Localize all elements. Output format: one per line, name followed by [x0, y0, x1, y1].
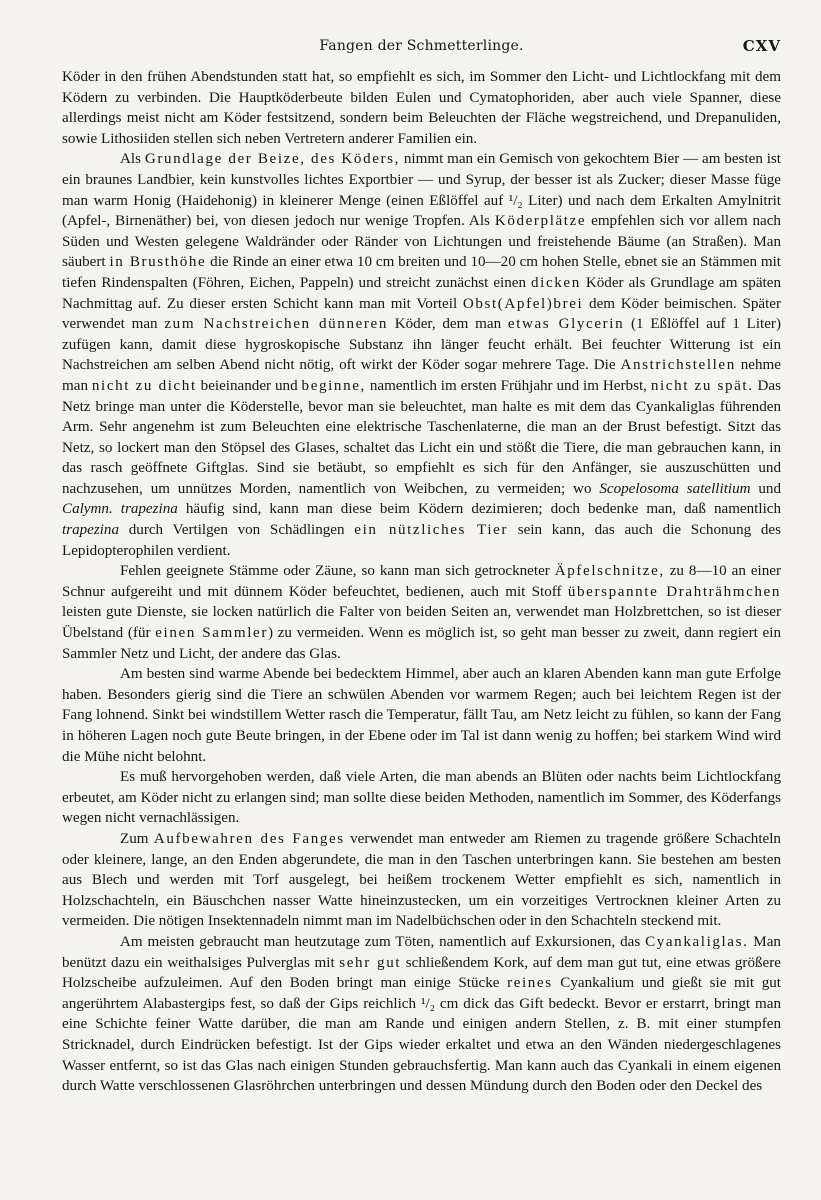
text-run: Cyankalium und gießt sie mit gut angerührtem Alabastergips fest, so daß der Gips reichlich ¹/₂ cm dick das Gift bedeckt. Bevor er erstarrt, bringt man eine Schichte feiner Watte darüber, die man am Rande und einigen andern Stellen, z. B. mit einer stumpfen Stricknadel, durch Eindrücken befestigt. Ist der Gips wieder erkaltet und etwa an den Wänden niedergeschlagenes Wasser entfernt, so ist das Glas nach einigen Stunden gebrauchsfertig. Man kann auch das Cyankali in einem eigenen durch Watte verschlossenen Glasröhrchen unterbringen und dessen Mündung durch den Boden oder den Deckel des	[62, 975, 781, 1095]
text-run: dem Köder beimischen. Später verwendet man	[62, 295, 782, 333]
text-run: beieinander und	[196, 377, 302, 394]
text-run: die Rinde an einer etwa 10 cm breiten und 10—20 cm hohen Stelle, ebnet sie an Stämmen mit tiefen Rindenspalten (Föhren, Eichen, Pappeln) und streicht zunächst einen	[62, 254, 781, 291]
text-run: namentlich im ersten Frühjahr und im Herbst,	[365, 377, 651, 394]
page-number: CXV	[742, 37, 781, 55]
text-run: sein kann, das auch die Schonung des Lepidopterophilen verdient.	[62, 522, 782, 559]
paragraph	[62, 932, 781, 1097]
running-title: Fangen der Schmetterlinge.	[319, 38, 524, 54]
spaced-text: nicht zu spät.	[650, 377, 754, 394]
paragraph	[62, 829, 781, 932]
text-run: Man benützt dazu ein weithalsiges Pulverglas mit	[62, 933, 781, 971]
italic-text: trapezina	[62, 522, 120, 539]
italic-text: Scopelosoma satellitium	[599, 480, 751, 497]
text-run: schließendem Kork, auf dem man gut tut, eine etwas größere Holzscheibe aufzuleimen. Auf den Boden bringt man einige Stücke	[62, 954, 781, 992]
text-run: nehme man	[62, 357, 781, 394]
page-header	[62, 38, 781, 62]
paragraph	[62, 67, 781, 149]
text-run: Es muß hervorgehoben werden, daß viele Arten, die man abends an Blüten oder nachts beim Lichtlockfang erbeutet, am Köder nicht zu erlangen sind; man sollte diese beiden Methoden, namentlich im Sommer, des Köderfangs wegen nicht vernachlässigen.	[62, 769, 781, 827]
text-run: durch Vertilgen von Schädlingen	[119, 522, 355, 539]
italic-text: Calymn. trapezina	[62, 501, 178, 518]
spaced-text: Obst(Apfel)brei	[462, 295, 584, 312]
body-text	[62, 67, 781, 1097]
text-run: und	[750, 480, 781, 497]
spaced-text: Köderplätze	[494, 213, 587, 230]
text-run: häufig sind, kann man diese beim Ködern dezimieren; doch bedenke man, daß namentlich	[177, 501, 782, 518]
spaced-text: Anstrichstellen	[620, 357, 736, 374]
spaced-text: etwas Glycerin	[507, 316, 625, 333]
spaced-text: reines	[507, 975, 553, 992]
paragraph	[62, 664, 781, 767]
text-run: Am besten sind warme Abende bei bedecktem Himmel, aber auch an klaren Abenden kann man gute Erfolge haben. Besonders gierig sind die Tiere an schwülen Abenden vor warmem Regen; auch bei leichtem Regen ist der Fang lohnend. Sinkt bei windstillem Wetter rasch die Temperatur, fällt Tau, am Netz leicht zu fühlen, so kann der Fang in höheren Lagen noch gute Beute bringen, in der Ebene oder im Tal ist dann wenig zu hoffen; bei starkem Wind wird die Mühe nicht belohnt.	[62, 666, 781, 765]
text-run: Köder in den frühen Abendstunden statt hat, so empfiehlt es sich, im Sommer den Licht- und Lichtlockfang mit dem Ködern zu verbinden. Die Hauptköderbeute bilden Eulen und Cymatophoriden, aber auch viele Spanner, diese allerdings meist nicht am Köder festsitzend, sondern beim Beleuchten der Fläche wegstreichend, und Drepanuliden, sowie Lithosiiden stellen sich neben Vertretern anderer Familien ein.	[62, 69, 781, 147]
text-run: zu 8—10 an einer Schnur aufgereiht und mit dünnem Köder befeuchtet, bedienen, auch mit Stoff	[62, 563, 781, 600]
text-run: Als	[120, 151, 145, 168]
text-run: nimmt man ein Gemisch von gekochtem Bier — am besten ist ein braunes Landbier, kein kunstvolles lichtes Exportbier — und Syrup, der besser ist als Zucker; dieser Masse füge man warm Honig (Haidehonig) in kleinerer Menge (einen Eßlöffel auf ¹/₂ Liter) und nach dem Erkalten Amylnitrit (Apfel-, Birnenäther) bei, von diesen jedoch nur wenige Tropfen. Als	[62, 151, 781, 230]
spaced-text: nicht zu dicht	[91, 377, 197, 394]
spaced-text: Aufbewahren des Fanges	[153, 830, 345, 847]
paragraph	[62, 767, 781, 829]
spaced-text: zum Nachstreichen dünneren	[164, 316, 388, 333]
spaced-text: Cyankaliglas.	[645, 933, 749, 950]
text-run: ) zu vermeiden. Wenn es möglich ist, so geht man besser zu zweit, dann regiert ein Sammler Netz und Licht, der andere das Glas.	[62, 625, 781, 662]
spaced-text: ein nützliches Tier	[354, 522, 509, 539]
text-run: Köder als Grundlage am späten Nachmittag auf. Zu dieser ersten Schicht kann man mit Vorteil	[62, 274, 781, 312]
text-run: leisten gute Dienste, sie locken natürlich die Falter von beiden Seiten an, verwendet man Holzbrettchen, so ist dieser Übelstand (für	[62, 604, 781, 642]
text-run: Das Netz bringe man unter die Köderstelle, bevor man sie beleuchtet, man halte es mit dem das Cyankaliglas führenden Arm. Sehr angenehm ist zum Beleuchten eine elektrische Taschenlaterne, die man an der Brust befestigt. Sitzt das Netz, so lockert man den Stöpsel des Glases, schaltet das Licht ein und stößt die Tiere, die man gebrauchen kann, in das rasch geöffnete Giftglas. Sind sie betäubt, so empfiehlt es sich für den Anfänger, sie auszuschütten und nachzusehen, um unnützes Morden, namentlich von Weibchen, zu vermeiden; wo	[62, 377, 781, 497]
text-run: Köder, dem man	[387, 316, 508, 333]
text-run: Fehlen geeignete Stämme oder Zäune, so kann man sich getrockneter	[120, 563, 555, 580]
text-run: Am meisten gebraucht man heutzutage zum Töten, namentlich auf Exkursionen, das	[120, 933, 646, 950]
spaced-text: Grundlage der Beize, des Köders,	[144, 151, 400, 168]
spaced-text: einen Sammler	[155, 625, 268, 642]
spaced-text: beginne,	[301, 377, 366, 394]
text-run: empfehlen sich vor allem nach Süden und Westen gelegene Waldränder oder Ränder von Lichtungen und freistehende Bäume (an Straßen). Man säubert	[62, 213, 781, 271]
spaced-text: in Brusthöhe	[109, 254, 207, 271]
text-run: verwendet man entweder am Riemen zu tragende größere Schachteln oder kleinere, lange, an den Enden abgerundete, die man in den Taschen unterbringen kann. Sie bestehen am besten aus Blech und werden mit Torf ausgelegt, bei heißem trockenem Wetter empfiehlt es sich, namentlich in Holzschachteln, ein Bäuschchen nasser Watte hineinzustecken, um ein vorzeitiges Vertrocknen kleiner Arten zu vermeiden. Die nötigen Insektennadeln nimmt man im Nadelbüchschen oder in den Schachteln steckend mit.	[62, 830, 781, 930]
text-run: (1 Eßlöffel auf 1 Liter) zufügen kann, damit diese hygroskopische Substanz ihn länger feucht erhält. Bei feuchter Witterung ist ein Nachstreichen am selben Abend nicht nötig, oft wirkt der Köder sogar mehrere Tage. Die	[62, 316, 781, 374]
paragraph	[62, 149, 781, 561]
spaced-text: überspannte Drahträhmchen	[567, 583, 781, 600]
spaced-text: sehr gut	[339, 954, 402, 971]
paragraph	[62, 561, 781, 664]
text-run: Zum	[120, 830, 154, 847]
spaced-text: dicken	[531, 274, 581, 291]
spaced-text: Äpfelschnitze,	[554, 563, 665, 580]
